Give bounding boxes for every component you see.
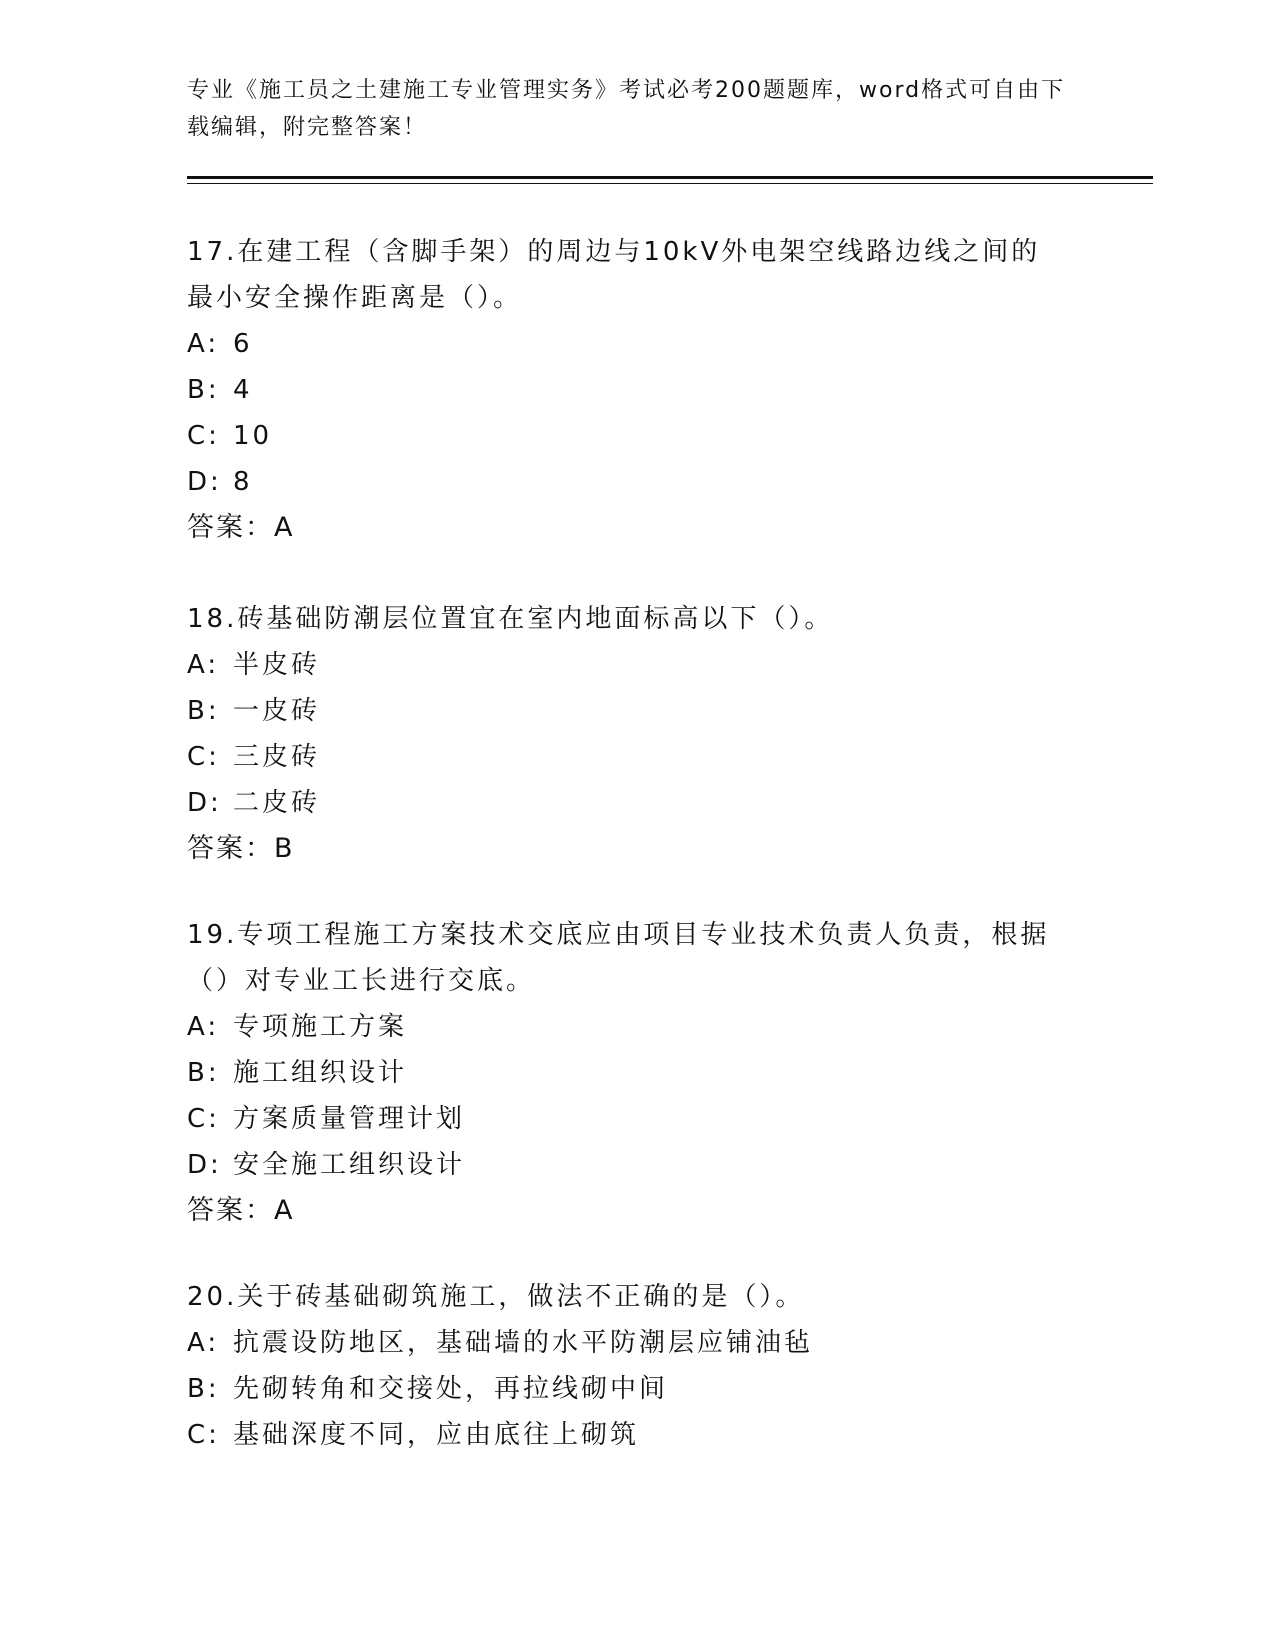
option-c xyxy=(187,413,1087,459)
question-stem: 19.专项工程施工方案技术交底应由项目专业技术负责人负责，根据（）对专业工长进行交底。 xyxy=(187,920,1050,996)
option-text: 抗震设防地区，基础墙的水平防潮层应铺油毡 xyxy=(233,1328,814,1358)
option-d xyxy=(187,780,1087,826)
option-a xyxy=(187,1004,1087,1050)
option-text: 8 xyxy=(233,467,253,497)
option-letter: A: xyxy=(187,1012,220,1042)
option-letter: A: xyxy=(187,329,220,359)
option-text: 4 xyxy=(233,375,253,405)
option-letter: B: xyxy=(187,696,220,726)
header-divider-thin xyxy=(187,183,1153,184)
option-letter: C: xyxy=(187,1104,220,1134)
option-text: 一皮砖 xyxy=(233,696,321,726)
option-d xyxy=(187,1142,1087,1188)
document-header: 专业《施工员之土建施工专业管理实务》考试必考200题题库，word格式可自由下载编辑，附完整答案！ xyxy=(187,78,1066,140)
option-text: 三皮砖 xyxy=(233,742,321,772)
question-18 xyxy=(187,596,1087,872)
option-letter: B: xyxy=(187,375,220,405)
option-c xyxy=(187,1412,1087,1458)
option-d xyxy=(187,459,1087,505)
option-text: 10 xyxy=(233,421,273,451)
option-text: 施工组织设计 xyxy=(233,1058,408,1088)
option-letter: D: xyxy=(187,467,222,497)
option-b xyxy=(187,367,1087,413)
option-letter: D: xyxy=(187,788,222,818)
option-text: 专项施工方案 xyxy=(233,1012,408,1042)
option-a xyxy=(187,1320,1087,1366)
option-text: 6 xyxy=(233,329,253,359)
option-b xyxy=(187,1366,1087,1412)
question-17 xyxy=(187,229,1087,551)
question-19 xyxy=(187,912,1087,1234)
question-stem: 20.关于砖基础砌筑施工，做法不正确的是（）。 xyxy=(187,1282,805,1312)
option-letter: C: xyxy=(187,742,220,772)
option-text: 半皮砖 xyxy=(233,650,321,680)
option-b xyxy=(187,688,1087,734)
option-a xyxy=(187,321,1087,367)
option-letter: C: xyxy=(187,421,220,451)
header-divider-thick xyxy=(187,176,1153,179)
option-letter: B: xyxy=(187,1374,220,1404)
option-c xyxy=(187,1096,1087,1142)
option-a xyxy=(187,642,1087,688)
option-c xyxy=(187,734,1087,780)
question-stem: 18.砖基础防潮层位置宜在室内地面标高以下（）。 xyxy=(187,604,834,634)
answer-key: 答案：A xyxy=(187,1195,295,1226)
option-text: 安全施工组织设计 xyxy=(233,1150,466,1180)
option-letter: C: xyxy=(187,1420,220,1450)
option-letter: A: xyxy=(187,650,220,680)
option-text: 二皮砖 xyxy=(233,788,321,818)
option-letter: A: xyxy=(187,1328,220,1358)
option-text: 基础深度不同，应由底往上砌筑 xyxy=(233,1420,640,1450)
option-letter: D: xyxy=(187,1150,222,1180)
question-20 xyxy=(187,1274,1087,1458)
option-b xyxy=(187,1050,1087,1096)
option-letter: B: xyxy=(187,1058,220,1088)
option-text: 先砌转角和交接处，再拉线砌中间 xyxy=(233,1374,669,1404)
answer-key: 答案：A xyxy=(187,512,295,543)
option-text: 方案质量管理计划 xyxy=(233,1104,466,1134)
question-stem: 17.在建工程（含脚手架）的周边与10kV外电架空线路边线之间的最小安全操作距离是（）。 xyxy=(187,237,1041,313)
answer-key: 答案：B xyxy=(187,833,295,864)
